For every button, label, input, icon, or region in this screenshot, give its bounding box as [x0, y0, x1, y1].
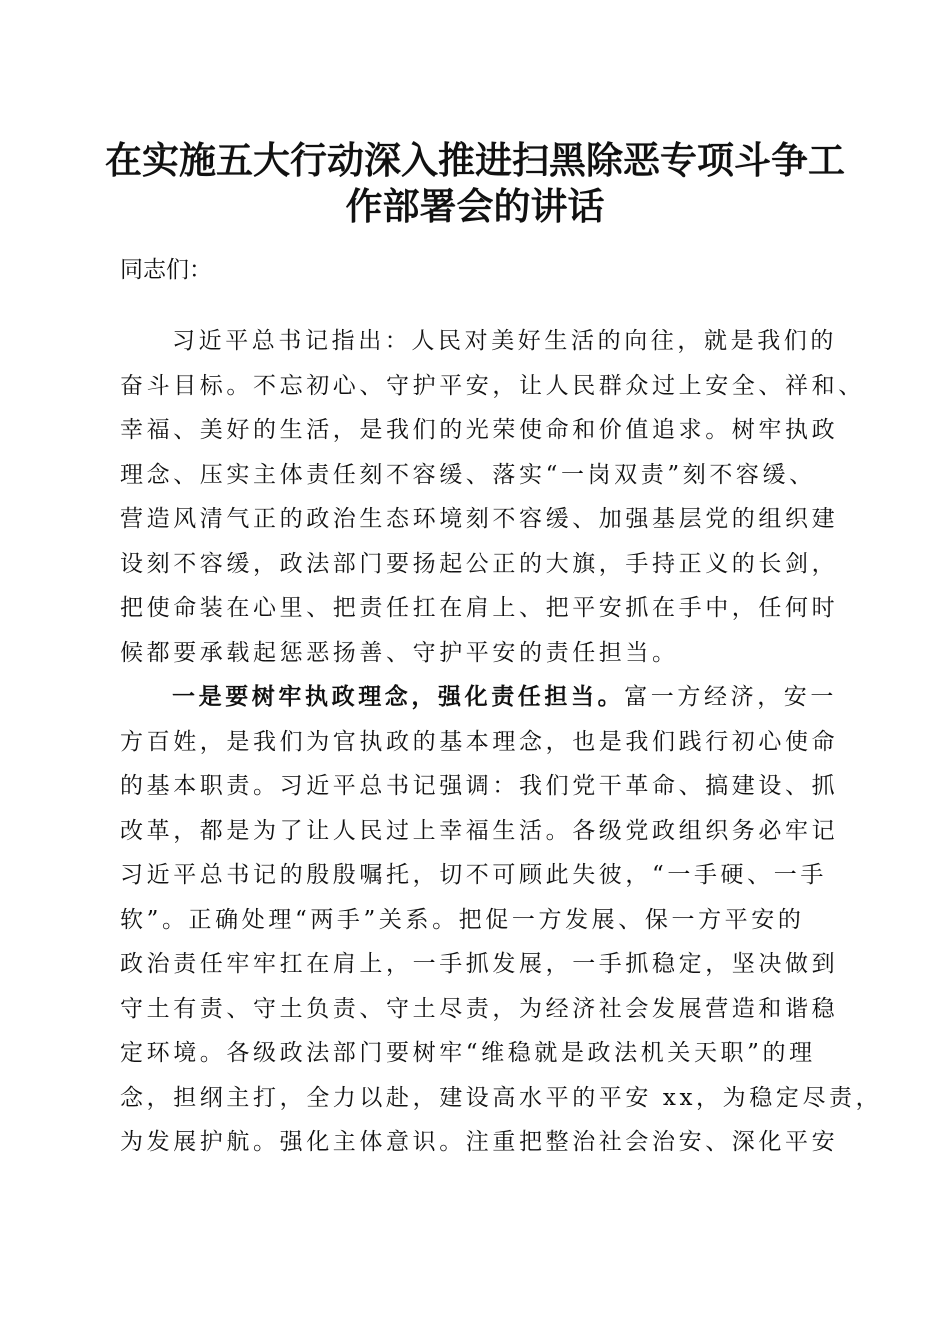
paragraph-line: 幸福、美好的生活，是我们的光荣使命和价值追求。树牢执政 [120, 417, 839, 443]
paragraph-line: 理念、压实主体责任刻不容缓、落实“一岗双责”刻不容缓、 [120, 461, 816, 488]
paragraph-line: 为发展护航。强化主体意识。注重把整治社会治安、深化平安 [120, 1129, 839, 1155]
greeting: 同志们： [120, 257, 212, 283]
paragraph-line: 习近平总书记指出：人民对美好生活的向往，就是我们的 [172, 328, 837, 354]
paragraph-line: 方百姓，是我们为官执政的基本理念，也是我们践行初心使命 [120, 728, 839, 755]
paragraph-first-line [120, 675, 840, 720]
paragraph-2 [120, 675, 883, 1165]
paragraph-line: 候都要承载起惩恶扬善、守护平安的责任担当。 [120, 639, 679, 666]
paragraph-line: 习近平总书记的殷殷嘱托，切不可顾此失彼，“一手硬、一手 [120, 862, 827, 888]
document-title-line-1: 在实施五大行动深入推进扫黑除恶专项斗争工 [105, 138, 845, 182]
paragraph-line: 软”。正确处理“两手”关系。把促一方发展、保一方平安的 [120, 906, 805, 933]
paragraph-line: 定环境。各级政法部门要树牢“维稳就是政法机关天职”的理 [120, 1040, 816, 1066]
paragraph-line: 奋斗目标。不忘初心、守护平安，让人民群众过上安全、祥和、 [120, 372, 865, 399]
paragraph-line: 的基本职责。习近平总书记强调：我们党干革命、搞建设、抓 [120, 773, 839, 799]
paragraph-line: 把使命装在心里、把责任扛在肩上、把平安抓在手中，任何时 [120, 595, 839, 621]
paragraph-line: 营造风清气正的政治生态环境刻不容缓、加强基层党的组织建 [120, 506, 839, 532]
paragraph-line: 设刻不容缓，政法部门要扬起公正的大旗，手持正义的长剑， [120, 550, 839, 577]
paragraph-line: 念，担纲主打，全力以赴，建设高水平的平安 xx，为稳定尽责， [120, 1084, 883, 1111]
paragraph-line: 守土有责、守土负责、守土尽责，为经济社会发展营造和谐稳 [120, 995, 839, 1022]
paragraph-lead-heading: 一是要树牢执政理念，强化责任担当。 [172, 683, 625, 710]
paragraph-lead-rest: 富一方经济，安一 [624, 684, 838, 710]
document-title-line-2: 作部署会的讲话 [345, 184, 605, 228]
paragraph-1 [120, 319, 865, 675]
paragraph-line: 政治责任牢牢扛在肩上，一手抓发展，一手抓稳定，坚决做到 [120, 951, 839, 977]
paragraph-line: 改革，都是为了让人民过上幸福生活。各级党政组织务必牢记 [120, 817, 839, 844]
